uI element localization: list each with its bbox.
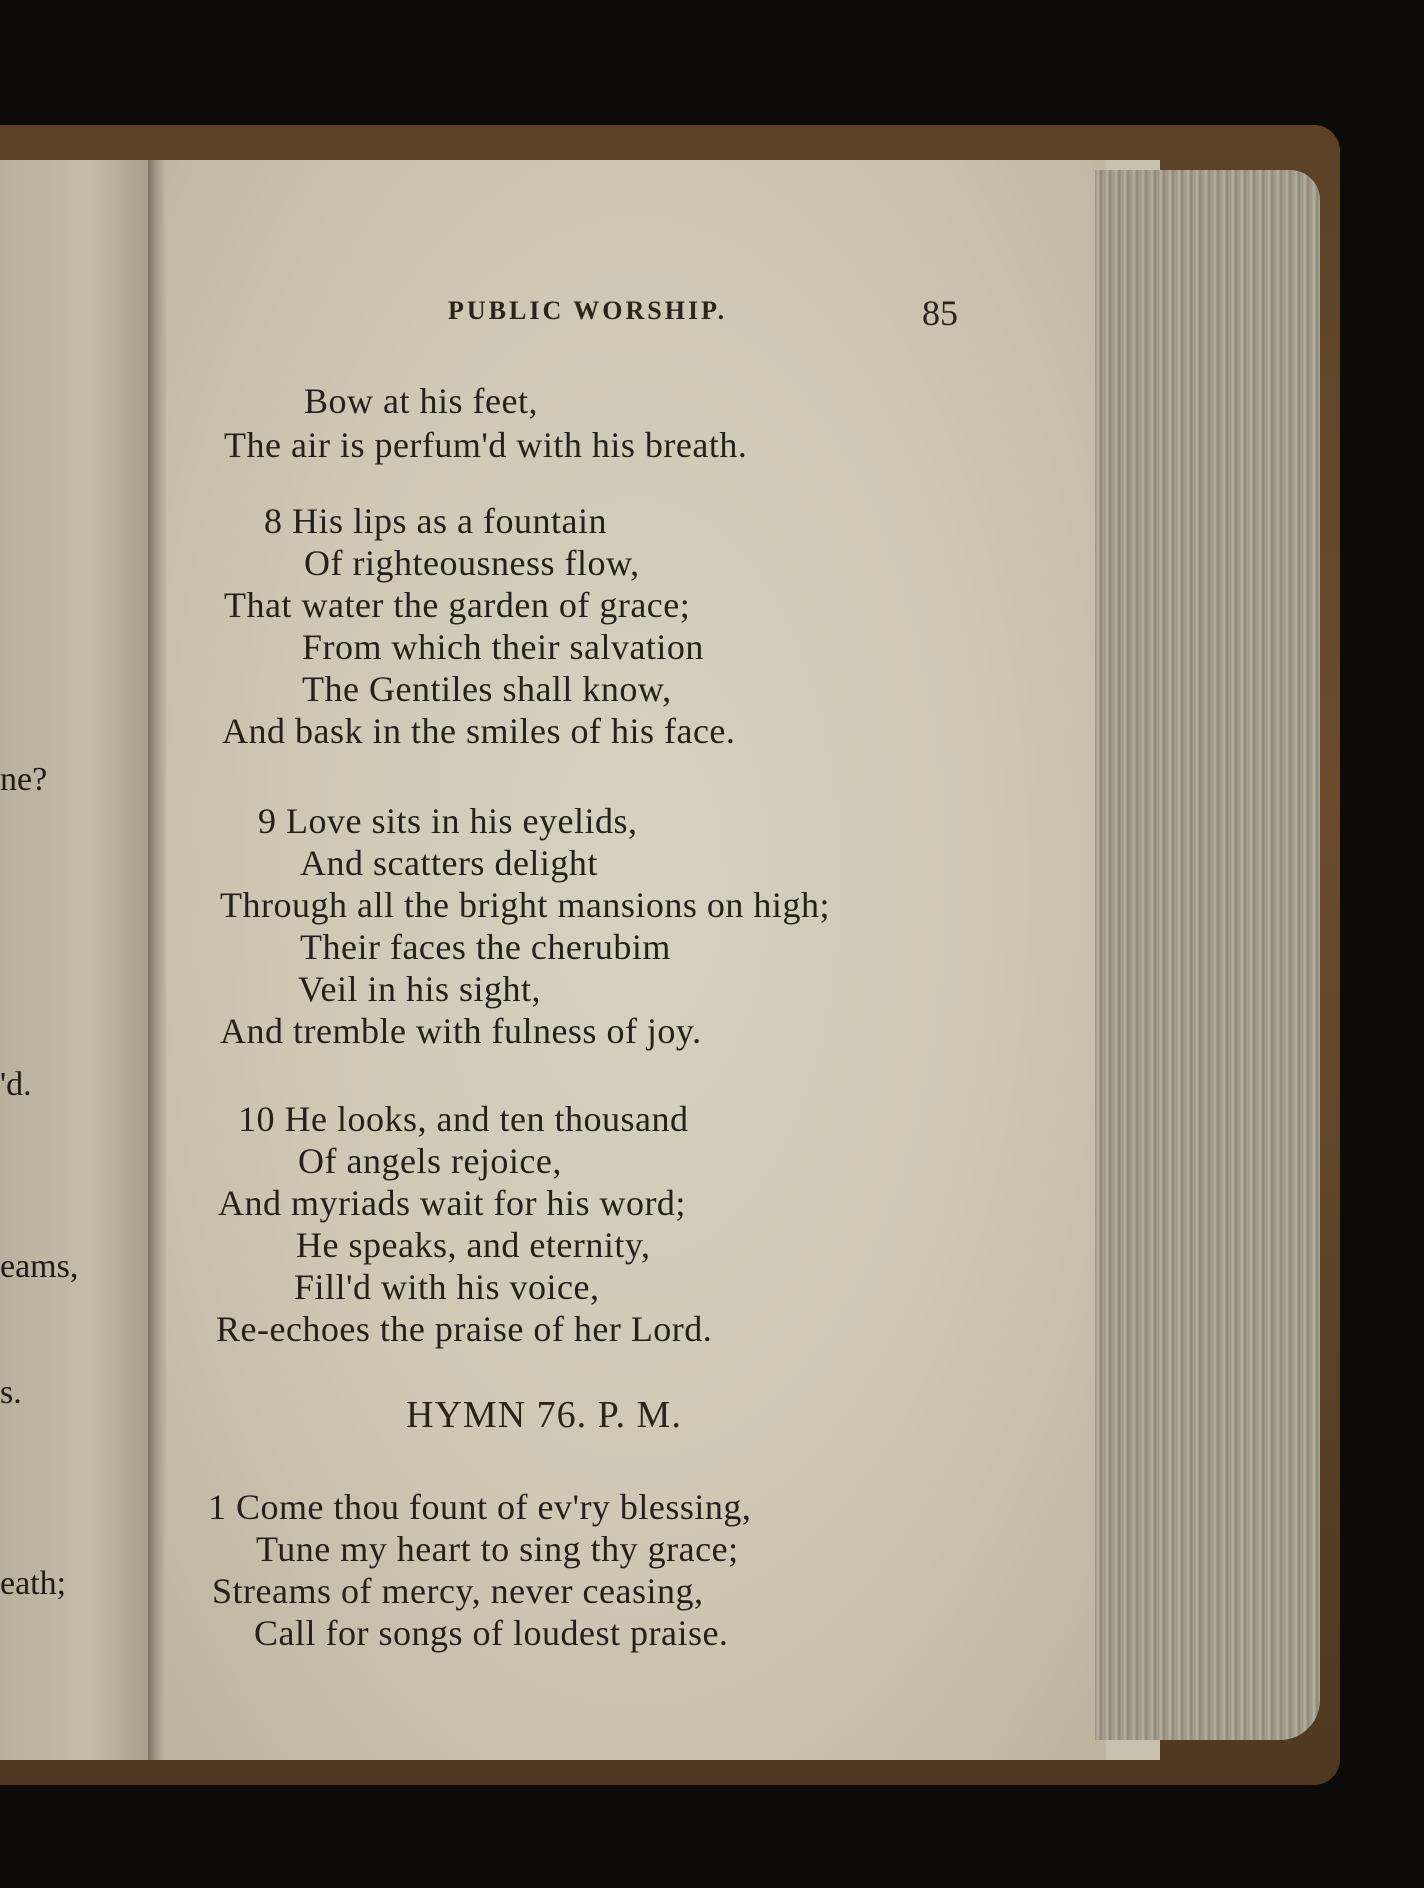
left-page-fragment: ne? [0, 761, 48, 798]
verse-line: The Gentiles shall know, [302, 669, 672, 709]
hymn-heading: HYMN 76. P. M. [406, 1394, 682, 1436]
left-page-fragment: s. [0, 1374, 22, 1411]
verse-line: And tremble with fulness of joy. [220, 1011, 702, 1051]
verse-line: Of righteousness flow, [304, 543, 640, 583]
verse-line: He speaks, and eternity, [296, 1225, 651, 1265]
verse-line: Streams of mercy, never ceasing, [212, 1571, 704, 1611]
verse-line: And myriads wait for his word; [218, 1183, 686, 1223]
left-page-fragment: eams, [0, 1248, 79, 1285]
verse-line: And scatters delight [300, 843, 598, 883]
verse-line: That water the garden of grace; [224, 585, 691, 625]
verse-line: Their faces the cherubim [300, 927, 671, 967]
verse-line: Veil in his sight, [298, 969, 542, 1009]
page-fore-edge [1095, 170, 1320, 1740]
running-title: PUBLIC WORSHIP. [448, 296, 728, 325]
verse-line: Through all the bright mansions on high; [220, 885, 830, 925]
verse-line: 8 His lips as a fountain [264, 501, 607, 541]
left-page-fragment: 'd. [0, 1066, 32, 1103]
verse-line: Bow at his feet, [304, 381, 538, 421]
verse-line: Of angels rejoice, [298, 1141, 562, 1181]
verse-line: The air is perfum'd with his breath. [224, 425, 748, 465]
left-page [0, 160, 152, 1760]
verse-line: From which their salvation [302, 627, 704, 667]
verse-line: And bask in the smiles of his face. [222, 711, 736, 751]
left-page-fragment: eath; [0, 1565, 67, 1602]
verse-line: 10 He looks, and ten thousand [238, 1099, 689, 1139]
page-number: 85 [922, 293, 958, 333]
verse-line: Fill'd with his voice, [294, 1267, 600, 1307]
verse-line: Re-echoes the praise of her Lord. [216, 1309, 713, 1349]
verse-line: 1 Come thou fount of ev'ry blessing, [208, 1487, 752, 1527]
verse-line: 9 Love sits in his eyelids, [258, 801, 638, 841]
verse-line: Call for songs of loudest praise. [254, 1613, 729, 1653]
verse-line: Tune my heart to sing thy grace; [256, 1529, 739, 1569]
